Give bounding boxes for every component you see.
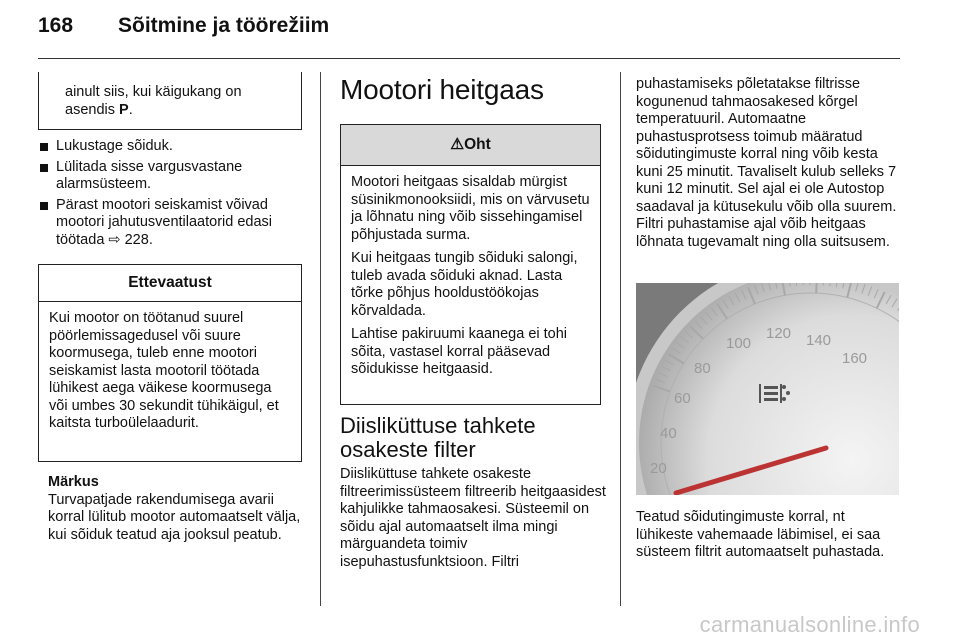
list-item: Lülitada sisse vargusvastane alarmsüsteem. [38, 159, 308, 194]
warning-triangle-icon: ⚠ [450, 136, 465, 153]
watermark: carmanualsonline.info [699, 612, 920, 637]
danger-paragraph: Mootori heitgaas sisaldab mürgist süsinikmonooksiidi, mis on värvusetu ja lõhnatu ning võib sissehingamisel põhjustada surma. [351, 174, 590, 243]
body-text: Teatud sõidutingimuste korral, nt lühikeste vahemaade läbimisel, ei saa süsteem filtrit automaatselt puhastada. [636, 509, 885, 560]
page-number: 168 [38, 14, 74, 37]
danger-body [341, 166, 600, 393]
column-separator [620, 72, 621, 606]
note-block [48, 474, 310, 544]
tick-label: 20 [650, 460, 667, 477]
section-dpf [340, 414, 610, 571]
caution-title: Ettevaatust [39, 265, 301, 302]
continued-line-1: ainult siis, kui käigukang on [65, 84, 242, 100]
caution-text: Kui mootor on töötanud suurel pöörlemissagedusel või suure koormusega, tuleb enne mootori seiskamist lasta mootoril töötada lühikest aega väikese koormusega või umbes 30 sekundit tühikäigul, et kaitsta turboülelaadurit. [49, 310, 279, 431]
tick-label: 120 [766, 325, 792, 342]
caution-box [38, 264, 302, 462]
tick-label: 140 [806, 332, 832, 349]
danger-paragraph: Lahtise pakiruumi kaanega ei tohi sõita, vastasel korral pääsevad sõidukisse heitgaasid. [351, 326, 568, 377]
section-heading: Mootori heitgaas [340, 74, 544, 105]
gauge-tick [816, 283, 817, 293]
dpf-gauge-photo [636, 283, 899, 495]
header-rule [38, 58, 900, 59]
tick-label: 60 [674, 390, 691, 407]
danger-title: Oht [464, 136, 491, 153]
tick-label: 100 [726, 335, 752, 352]
tick-label: 160 [842, 350, 868, 367]
danger-box [340, 124, 601, 405]
list-item: Lukustage sõiduk. [38, 138, 308, 156]
continued-box [38, 72, 302, 130]
note-text: Turvapatjade rakendumisega avarii korral lülitub mootor automaatselt välja, kui sõiduk teatud aja jooksul peatub. [48, 491, 301, 543]
chapter-title: Sõitmine ja töörežiim [118, 14, 330, 37]
note-title: Märkus [48, 474, 99, 490]
tick-label: 80 [694, 360, 711, 377]
tick-label: 40 [660, 425, 677, 442]
body-text: puhastamiseks põletatakse filtrisse kogunenud tahmaosakesed kõrgel temperatuuril. Automaatne puhastusprotsess toimub määratud sõidutingimuste korral ning võib kesta kuni 25 minutit. Tavaliselt kulub selleks 7 kuni 12 minutit. Sel ajal ei ole Autostop saadaval ja kütusekulu võib olla suurem. Filtri puhastamise ajal võib heitgaas lõhnata tugevamalt ning olla suitsusem. [636, 76, 897, 250]
bullet-list [38, 138, 308, 252]
danger-paragraph: Kui heitgaas tungib sõiduki salongi, tuleb avada sõiduki aknad. Lasta tõrke põhjus hooldustöökojas kõrvaldada. [351, 250, 578, 319]
column-separator [320, 72, 321, 606]
danger-header [341, 125, 600, 166]
page-ref-arrow-icon: ⇨ [108, 231, 121, 248]
subsection-heading: Diisliküttuse tahkete osakeste filter [340, 413, 536, 462]
list-item: Pärast mootori seiskamist võivad mootori jahutusventilaatorid edasi töötada ⇨ 228. [38, 197, 308, 250]
section-exhaust [340, 74, 610, 106]
page-ref: 228 [124, 231, 149, 248]
continued-line-2: asendis P. [65, 101, 133, 118]
body-text: Diisliküttuse tahkete osakeste filtreerimissüsteem filtreerib heitgaasidest kahjulikke tahmaosakesi. Süsteemil on sõidu ajal automaatselt ilma mingi märguandeta toimiv isepuhastusfunktsioon. Filtri [340, 466, 606, 570]
